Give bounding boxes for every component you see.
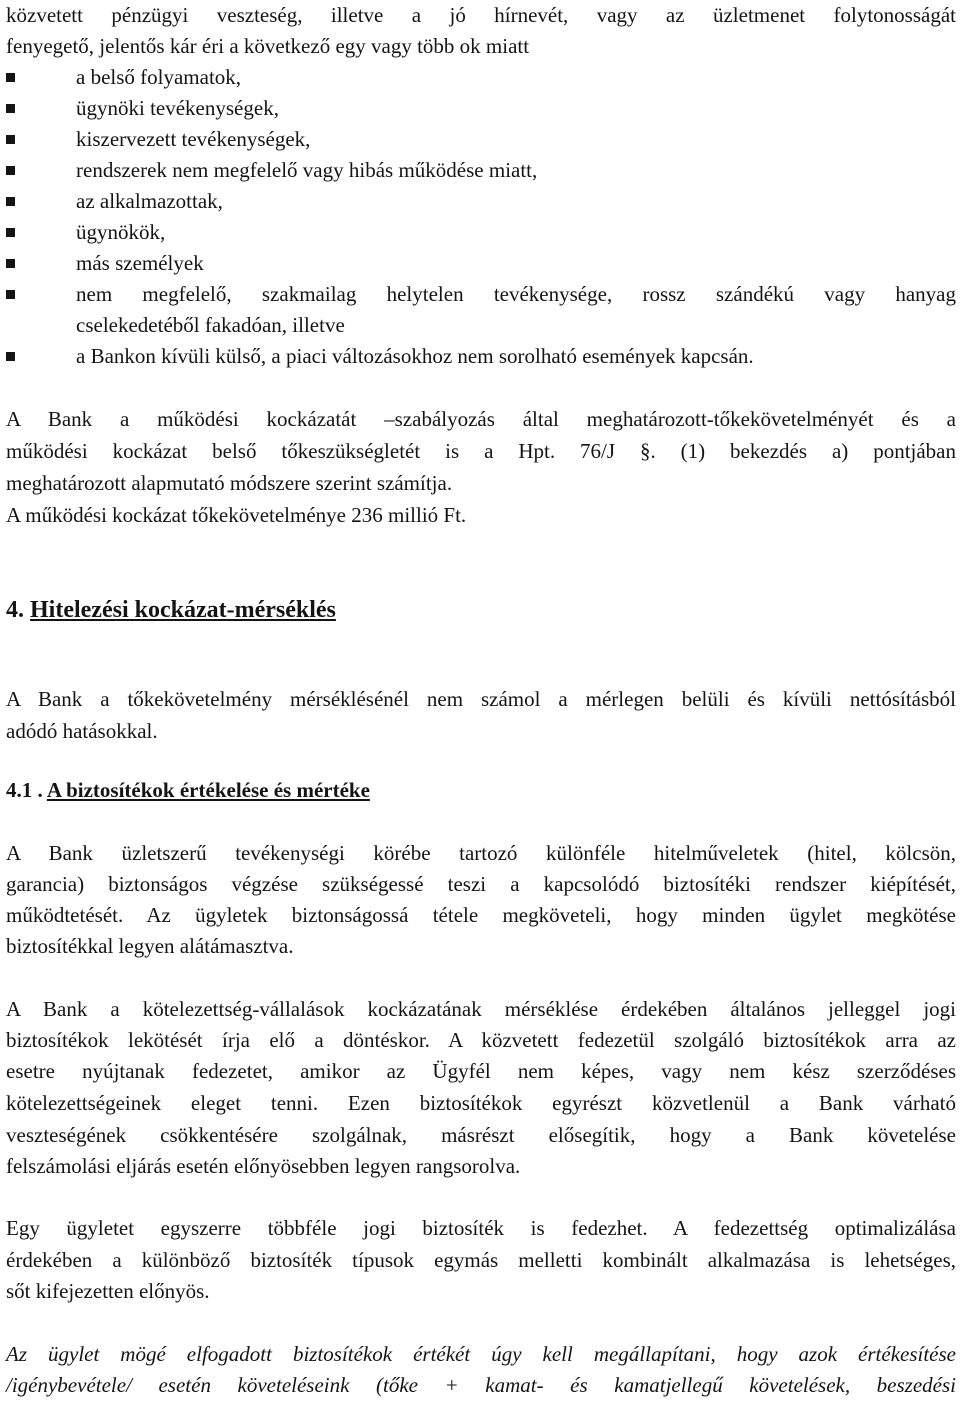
square-bullet-icon <box>6 290 15 299</box>
intro-line-2: fenyegető, jelentős kár éri a következő egy vagy több ok miatt <box>6 34 530 58</box>
square-bullet-icon <box>6 259 15 268</box>
square-bullet-icon <box>6 228 15 237</box>
section-number: 4.1 . <box>6 778 43 802</box>
section-title: Hitelezési kockázat-mérséklés <box>30 597 336 623</box>
section-heading-4 <box>6 595 956 626</box>
square-bullet-icon <box>6 104 15 113</box>
square-bullet-icon <box>6 197 15 206</box>
list-item: rendszerek nem megfelelő vagy hibás működése miatt, <box>6 155 956 186</box>
list-item: ügynöki tevékenységek, <box>6 93 956 124</box>
square-bullet-icon <box>6 352 15 361</box>
section-heading-4-1 <box>6 775 956 806</box>
list-item: nem megfelelő, szakmailag helytelen tevékenysége, rossz szándékú vagy hanyag <box>6 279 956 310</box>
list-item-continuation: cselekedetéből fakadóan, illetve <box>76 313 345 337</box>
list-item: a Bankon kívüli külső, a piaci változásokhoz nem sorolható események kapcsán. <box>6 341 956 372</box>
square-bullet-icon <box>6 135 15 144</box>
square-bullet-icon <box>6 166 15 175</box>
square-bullet-icon <box>6 73 15 82</box>
list-item: az alkalmazottak, <box>6 186 956 217</box>
section-title: A biztosítékok értékelése és mértéke <box>46 778 370 802</box>
list-item: a belső folyamatok, <box>6 62 956 93</box>
list-item: kiszervezett tevékenységek, <box>6 124 956 155</box>
intro-line-1: közvetett pénzügyi veszteség, illetve a jó hírnevét, vagy az üzletmenet folytonosságát <box>6 3 956 27</box>
list-item: ügynökök, <box>6 217 956 248</box>
section-number: 4. <box>6 597 24 623</box>
list-item: más személyek <box>6 248 956 279</box>
